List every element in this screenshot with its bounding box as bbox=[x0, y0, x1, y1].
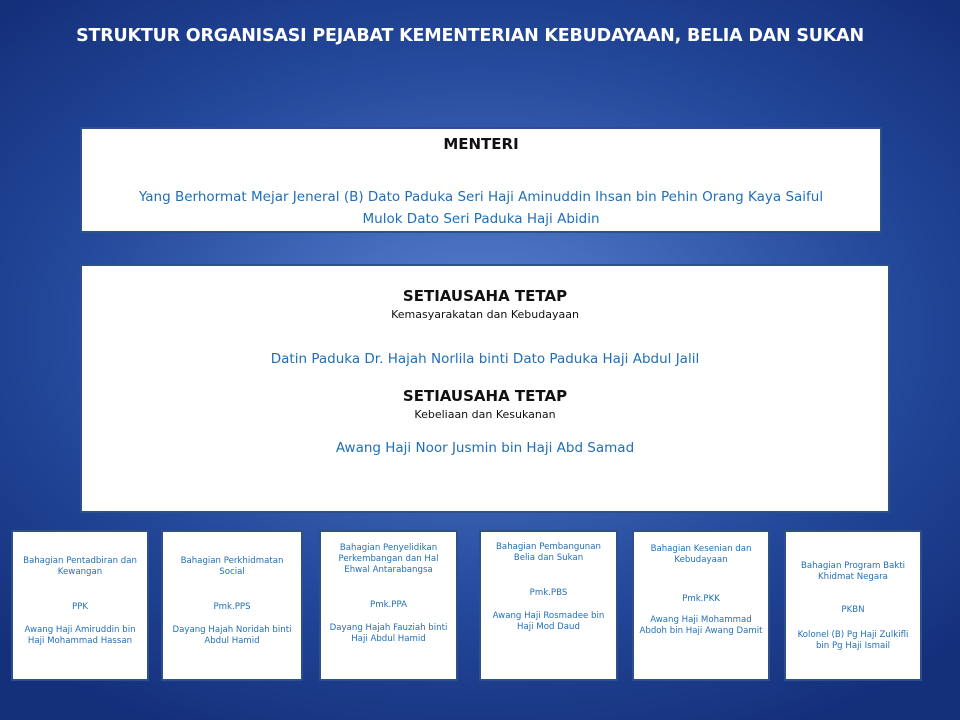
department-name: Bahagian Penyelidikan Perkembangan dan Hal Ehwal Antarabangsa bbox=[338, 543, 439, 575]
department-head-name: Awang Haji Mohammad Abdoh bin Haji Awang Damit bbox=[639, 615, 763, 636]
department-code: PKBN bbox=[841, 605, 865, 615]
permanent-secretaries-box bbox=[80, 264, 890, 513]
department-box bbox=[11, 530, 149, 681]
permanent-secretary-name: Awang Haji Noor Jusmin bin Haji Abd Samad bbox=[335, 440, 635, 456]
department-box bbox=[479, 530, 618, 681]
department-head-name: Kolonel (B) Pg Haji Zulkifli bin Pg Haji Ismail bbox=[797, 630, 909, 651]
minister-name: Yang Berhormat Mejar Jeneral (B) Dato Paduka Seri Haji Aminuddin Ihsan bin Pehin Orang Kaya Saiful Mulok Dato Seri Paduka Haji Abidin bbox=[138, 189, 824, 227]
department-code: Pmk.PKK bbox=[682, 594, 720, 604]
department-head-name: Awang Haji Amiruddin bin Haji Mohammad Hassan bbox=[24, 625, 136, 646]
department-name: Bahagian Perkhidmatan Social bbox=[180, 556, 284, 577]
department-head-name: Dayang Hajah Fauziah binti Haji Abdul Hamid bbox=[329, 623, 448, 644]
department-name: Bahagian Program Bakti Khidmat Negara bbox=[800, 561, 906, 582]
department-code: Pmk.PPS bbox=[213, 602, 251, 612]
department-box bbox=[784, 530, 922, 681]
department-box bbox=[319, 530, 458, 681]
permanent-secretary-portfolio: Kemasyarakatan dan Kebudayaan bbox=[391, 308, 579, 321]
page-title: STRUKTUR ORGANISASI PEJABAT KEMENTERIAN KEBUDAYAAN, BELIA DAN SUKAN bbox=[76, 26, 864, 46]
department-name: Bahagian Pentadbiran dan Kewangan bbox=[23, 556, 137, 577]
department-head-name: Awang Haji Rosmadee bin Haji Mod Daud bbox=[492, 611, 605, 632]
permanent-secretary-heading: SETIAUSAHA TETAP bbox=[402, 287, 568, 305]
department-name: Bahagian Pembangunan Belia dan Sukan bbox=[496, 542, 601, 563]
permanent-secretary-name: Datin Paduka Dr. Hajah Norlila binti Dato Paduka Haji Abdul Jalil bbox=[270, 351, 700, 367]
permanent-secretary-portfolio: Kebeliaan dan Kesukanan bbox=[414, 408, 556, 421]
permanent-secretary-heading: SETIAUSAHA TETAP bbox=[402, 387, 568, 405]
department-code: Pmk.PPA bbox=[370, 600, 407, 610]
department-code: Pmk.PBS bbox=[529, 588, 568, 598]
minister-heading: MENTERI bbox=[443, 135, 519, 153]
department-box bbox=[632, 530, 770, 681]
department-code: PPK bbox=[72, 602, 88, 612]
department-name: Bahagian Kesenian dan Kebudayaan bbox=[650, 544, 752, 565]
department-head-name: Dayang Hajah Noridah binti Abdul Hamid bbox=[172, 625, 292, 646]
department-box bbox=[161, 530, 303, 681]
minister-box bbox=[80, 127, 882, 233]
